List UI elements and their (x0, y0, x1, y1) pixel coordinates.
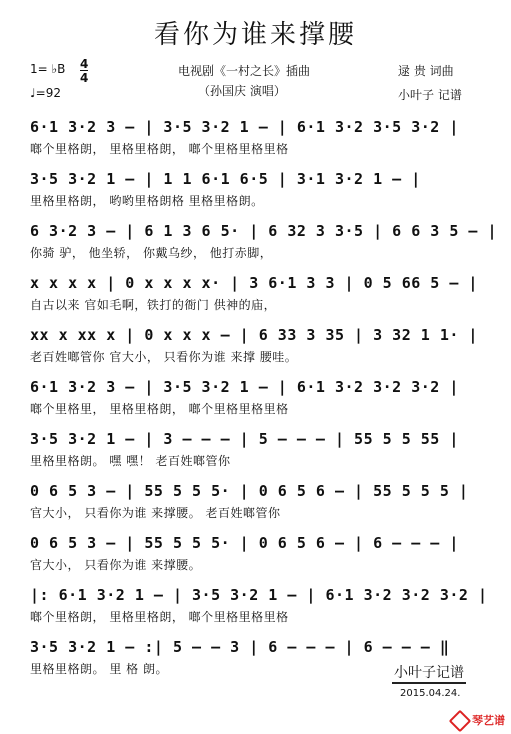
notation-line: x x x x | 0 x x x x· | 3 6·1 3 3 | 0 5 66 5 – | (30, 274, 478, 292)
transcriber-credit: 小叶子 记谱 (398, 88, 462, 102)
lyric-line: 啷个里格朗， 里格里格朗， 啷个里格里格里格 (30, 142, 289, 156)
date-stamp: 2015.04.24. (400, 688, 461, 699)
watermark-text: 琴艺谱 (472, 714, 505, 727)
tempo-marking: ♩=92 (30, 86, 61, 100)
notation-line: 3·5 3·2 1 – :| 5 – – 3 | 6 – – – | 6 – – – ‖ (30, 638, 450, 656)
notation-line: 0 6 5 3 – | 55 5 5 5· | 0 6 5 6 – | 55 5 5 5 | (30, 482, 469, 500)
notation-line: 6 3·2 3 – | 6 1 3 6 5· | 6 32 3 3·5 | 6 6 3 5 – | (30, 222, 498, 240)
lyric-line: 自古以来 官如毛啊，铁打的衙门 供神的庙， (30, 298, 277, 312)
signature: 小叶子记谱 (392, 662, 466, 684)
singer-credit: （孙国庆 演唱） (198, 84, 286, 98)
time-signature-top: 4 (80, 57, 89, 71)
lyric-line: 里格里格朗， 哟哟里格朗格 里格里格朗。 (30, 194, 264, 208)
lyric-line: 官大小， 只看你为谁 来撑腰。 老百姓啷管你 (30, 506, 281, 520)
lyric-line: 官大小， 只看你为谁 来撑腰。 (30, 558, 202, 572)
notation-line: 3·5 3·2 1 – | 1 1 6·1 6·5 | 3·1 3·2 1 – | (30, 170, 421, 188)
lyric-line: 里格里格朗。 里 格 朗。 (30, 662, 168, 676)
notation-line: xx x xx x | 0 x x x – | 6 33 3 35 | 3 32 1 1· | (30, 326, 478, 344)
notation-line: 0 6 5 3 – | 55 5 5 5· | 0 6 5 6 – | 6 – – – | (30, 534, 459, 552)
watermark-icon (449, 710, 472, 733)
lyricist-composer-credit: 逯 贵 词曲 (398, 64, 454, 78)
notation-line: 6·1 3·2 3 – | 3·5 3·2 1 – | 6·1 3·2 3·5 3·2 | (30, 118, 459, 136)
lyric-line: 啷个里格里， 里格里格朗， 啷个里格里格里格 (30, 402, 289, 416)
lyric-line: 啷个里格朗， 里格里格朗， 啷个里格里格里格 (30, 610, 289, 624)
lyric-line: 老百姓啷管你 官大小， 只看你为谁 来撑 腰哇。 (30, 350, 298, 364)
song-source: 电视剧《一村之长》插曲 (178, 64, 311, 78)
notation-line: 3·5 3·2 1 – | 3 – – – | 5 – – – | 55 5 5 55 | (30, 430, 459, 448)
key-signature: 1= ♭B (30, 62, 66, 76)
lyric-line: 里格里格朗。 嘿 嘿！ 老百姓啷管你 (30, 454, 231, 468)
time-signature-bottom: 4 (80, 71, 89, 85)
song-title: 看你为谁来撑腰 (153, 20, 357, 50)
notation-line: |: 6·1 3·2 1 – | 3·5 3·2 1 – | 6·1 3·2 3·2 3·2 | (30, 586, 488, 604)
lyric-line: 你骑 驴， 他坐轿， 你戴乌纱， 他打赤脚， (30, 246, 273, 260)
notation-line: 6·1 3·2 3 – | 3·5 3·2 1 – | 6·1 3·2 3·2 3·2 | (30, 378, 459, 396)
watermark-logo (452, 712, 505, 729)
